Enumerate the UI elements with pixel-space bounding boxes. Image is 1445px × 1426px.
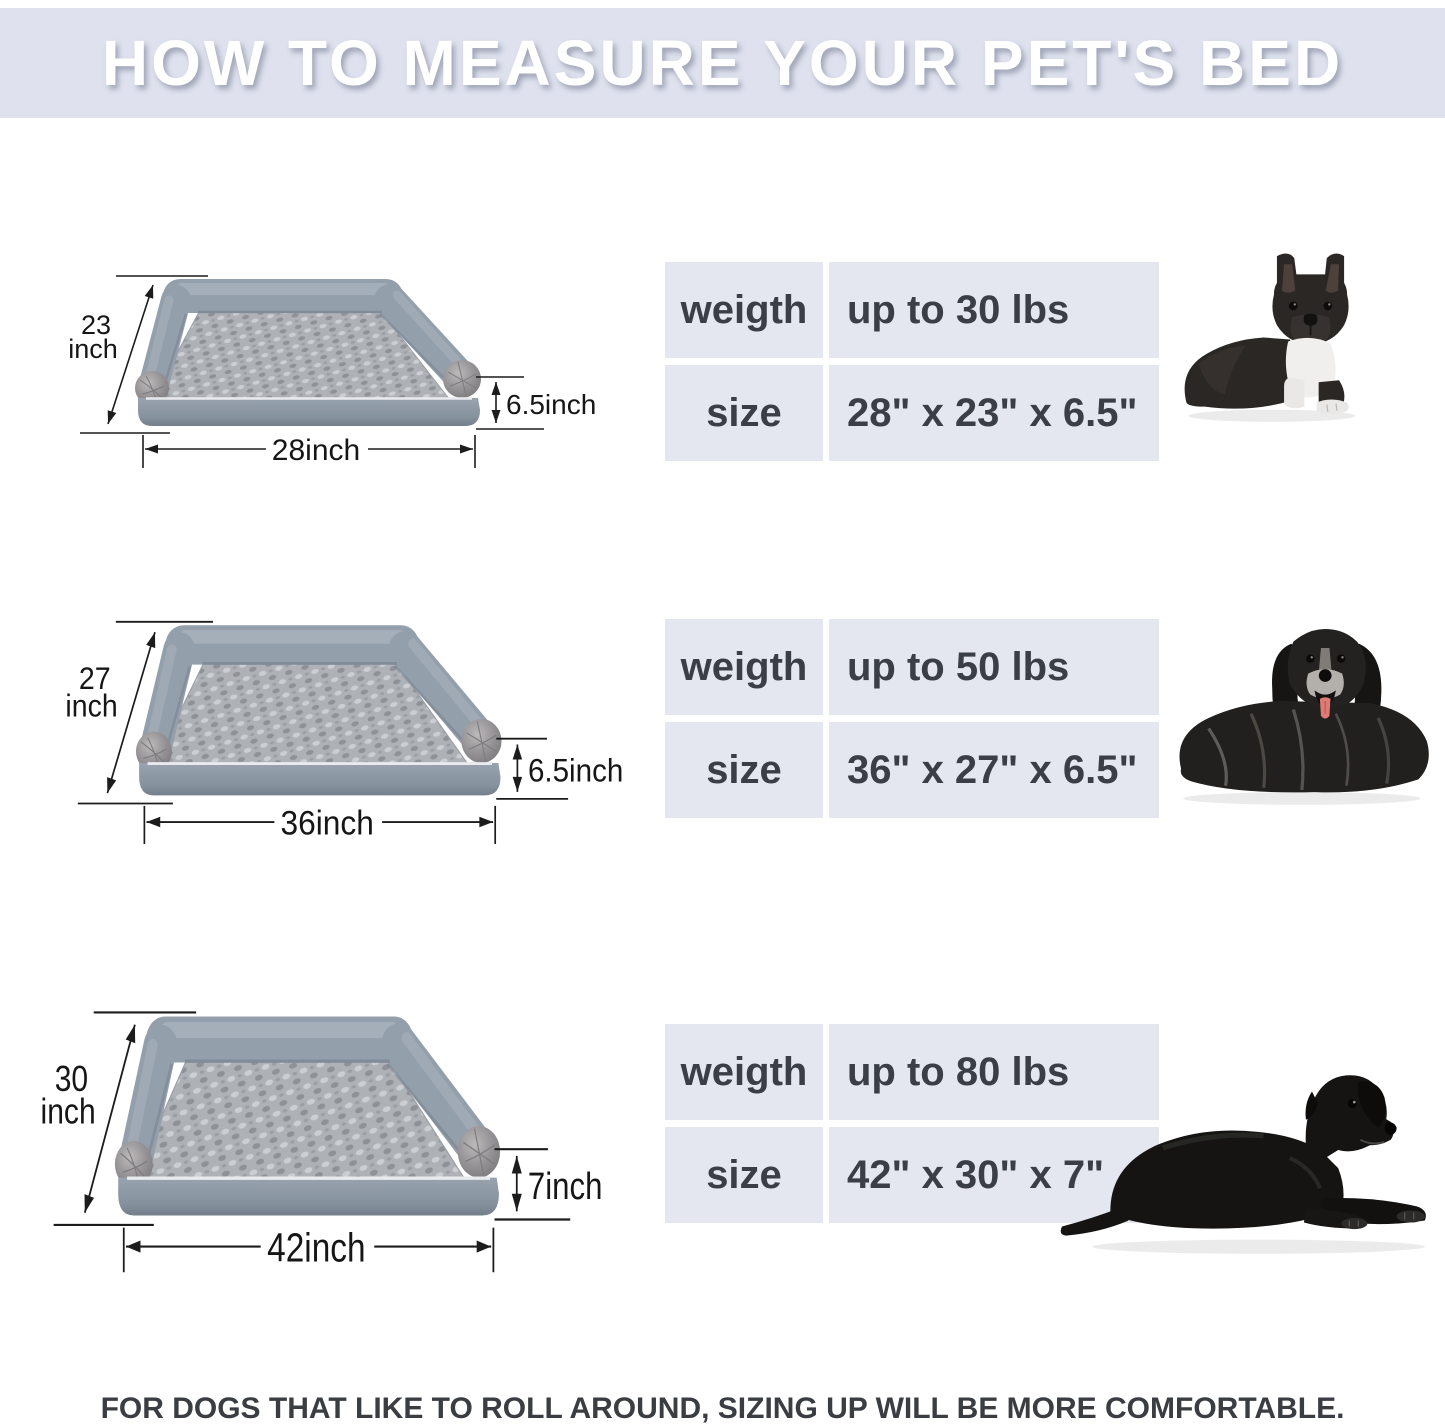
depth-label-value: 27 <box>78 661 111 697</box>
weight-label: weigth <box>665 619 823 715</box>
weight-label: weigth <box>665 1024 823 1120</box>
bed-diagram-medium <box>44 594 678 866</box>
bed-diagram-large <box>18 980 686 1298</box>
width-label: 36inch <box>280 804 374 844</box>
bed-base <box>118 1178 499 1216</box>
height-label: 6.5inch <box>506 389 597 420</box>
dog-photo-black-labrador <box>1052 1044 1445 1262</box>
height-label: 7inch <box>527 1166 603 1208</box>
dimension-width <box>143 434 475 468</box>
bed-diagram-small <box>48 252 648 487</box>
page-title: HOW TO MEASURE YOUR PET'S BED <box>101 27 1344 99</box>
depth-label-unit: inch <box>65 689 118 725</box>
size-label: size <box>665 722 823 818</box>
weight-value: up to 30 lbs <box>829 262 1159 358</box>
dog-photo-cocker-spaniel <box>1166 612 1442 808</box>
header-banner <box>0 8 1445 118</box>
depth-label-value: 30 <box>54 1059 89 1100</box>
dimension-height <box>496 739 623 799</box>
dimension-width <box>144 804 495 844</box>
width-label: 42inch <box>267 1224 366 1271</box>
bed-base <box>138 398 480 426</box>
weight-label: weigth <box>665 262 823 358</box>
depth-label-unit: inch <box>40 1091 96 1133</box>
depth-label-unit: inch <box>68 334 118 364</box>
height-label: 6.5inch <box>527 752 624 789</box>
bed-base <box>139 763 500 795</box>
dimension-height <box>495 1149 603 1219</box>
footer-note: FOR DOGS THAT LIKE TO ROLL AROUND, SIZING UP WILL BE MORE COMFORTABLE. <box>100 1392 1345 1425</box>
bed-illustration <box>136 637 502 796</box>
dog-photo-french-bulldog <box>1178 250 1382 428</box>
dimension-height <box>476 377 596 429</box>
bed-illustration <box>135 289 481 426</box>
size-value: 36" x 27" x 6.5" <box>829 722 1159 818</box>
width-label: 28inch <box>271 434 361 467</box>
spec-table-medium <box>665 619 1159 818</box>
dimension-width <box>124 1224 494 1272</box>
bed-illustration <box>115 1030 500 1215</box>
depth-label-value: 23 <box>80 310 112 340</box>
size-label: size <box>665 365 823 461</box>
size-value: 28" x 23" x 6.5" <box>829 365 1159 461</box>
size-value: 42" x 30" x 7" <box>829 1127 1159 1223</box>
size-label: size <box>665 1127 823 1223</box>
spec-table-small <box>665 262 1159 461</box>
weight-value: up to 50 lbs <box>829 619 1159 715</box>
weight-value: up to 80 lbs <box>829 1024 1159 1120</box>
